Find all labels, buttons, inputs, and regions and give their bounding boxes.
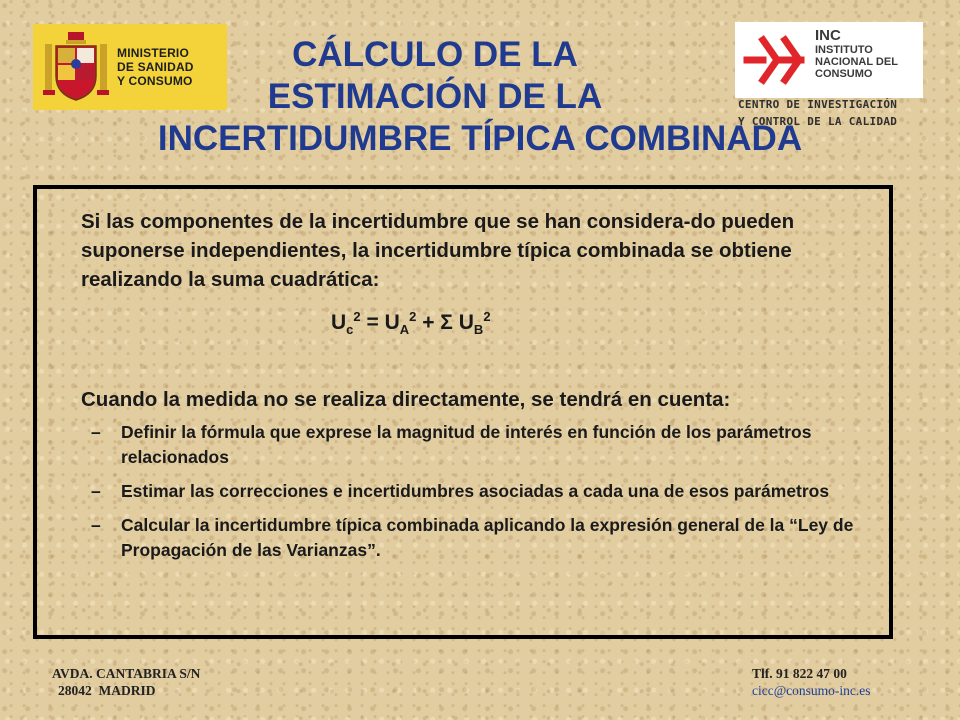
inc-line1: INSTITUTO [815, 44, 873, 56]
list-item-text: Definir la fórmula que exprese la magnitud de interés en función de los parámetros relacionados [121, 422, 812, 468]
list-item-text: Estimar las correcciones e incertidumbres asociadas a cada una de esos parámetros [121, 481, 830, 502]
content-box [33, 185, 893, 639]
centro-line2: Y CONTROL DE LA CALIDAD [738, 115, 898, 128]
address-line2: 28042 MADRID [58, 683, 156, 698]
footer-address [52, 665, 200, 699]
inc-abbr: INC [815, 27, 841, 44]
inc-line3: CONSUMO [815, 68, 873, 80]
inc-text [815, 28, 898, 80]
list-item [81, 513, 881, 563]
formula-u: U [331, 311, 347, 334]
list-item [81, 420, 881, 470]
formula-exp-3: 2 [483, 309, 491, 324]
formula-exp-1: 2 [353, 309, 361, 324]
dash-marker: – [91, 515, 101, 536]
centro-line1: CENTRO DE INVESTIGACIÓN [738, 98, 898, 111]
title-line-3: INCERTIDUMBRE TÍPICA COMBINADA [157, 119, 803, 158]
formula-sub-b: B [473, 322, 484, 338]
formula-plus-sum: + Σ U [416, 311, 474, 334]
formula [81, 302, 881, 345]
phone-number: Tlf. 91 822 47 00 [752, 666, 847, 681]
intro-paragraph: Si las componentes de la incertidumbre que se han considera-do pueden suponerse independientes, la incertidumbre típica combinada se obtiene realizando la suma cuadrática: [81, 210, 795, 291]
ministerio-line2: DE SANIDAD [117, 60, 194, 74]
centro-caption [738, 96, 897, 130]
inc-line2: NACIONAL DEL [815, 56, 898, 68]
ministerio-line1: MINISTERIO [117, 46, 190, 60]
ministerio-line3: Y CONSUMO [117, 74, 193, 88]
second-paragraph: Cuando la medida no se realiza directamente, se tendrá en cuenta: [81, 388, 731, 412]
bullet-list [81, 420, 881, 563]
email-link[interactable]: cicc@consumo-inc.es [752, 683, 871, 698]
list-item-text: Calcular la incertidumbre típica combinada aplicando la expresión general de la “Ley de Propagación de las Varianzas”. [121, 515, 854, 561]
list-item [81, 479, 881, 504]
formula-exp-2: 2 [409, 309, 417, 324]
dash-marker: – [91, 481, 101, 502]
address-line1: AVDA. CANTABRIA S/N [52, 666, 201, 681]
formula-sub-c: c [346, 322, 354, 338]
dash-marker: – [91, 422, 101, 443]
title-line-1: CÁLCULO DE LA [292, 35, 578, 74]
inc-logo [735, 22, 923, 98]
formula-sub-a: A [399, 322, 410, 338]
inc-mark-icon [741, 28, 807, 92]
formula-equals: = U [360, 311, 400, 334]
title-line-2: ESTIMACIÓN DE LA [267, 77, 603, 116]
content-body [81, 207, 881, 572]
footer-contact [752, 665, 871, 699]
